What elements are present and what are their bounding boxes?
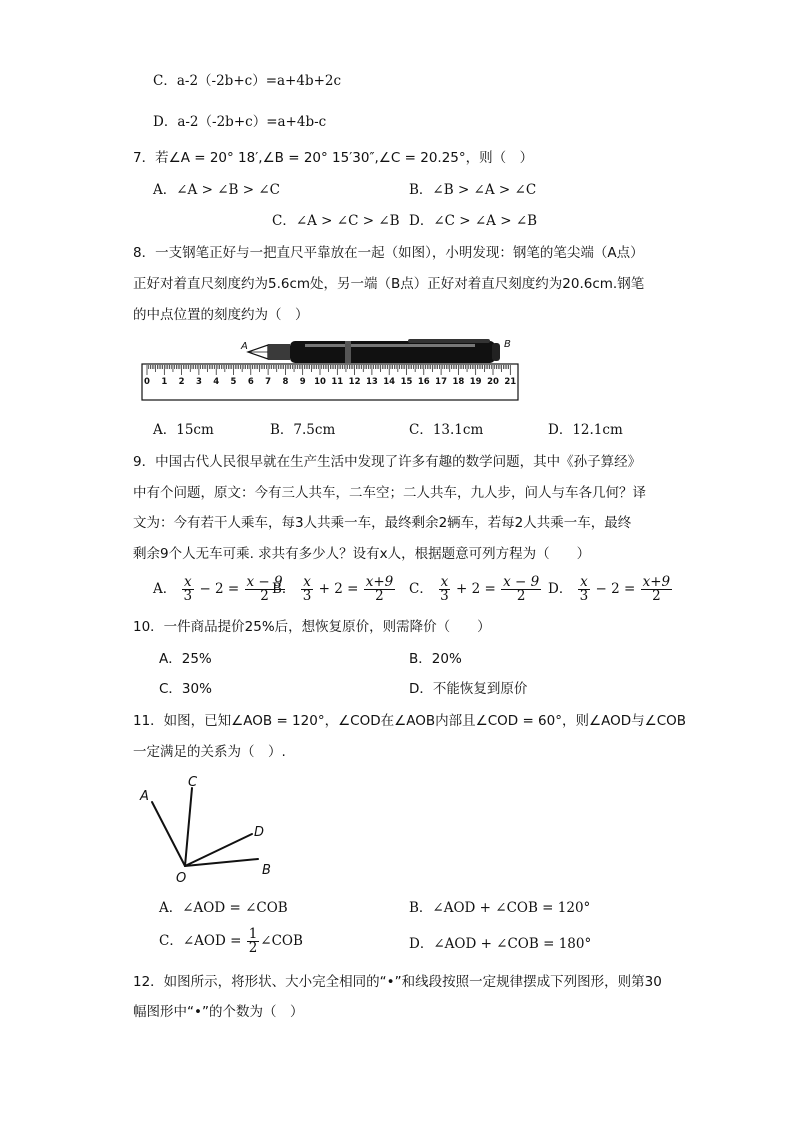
ruler-number: 9 [299, 377, 306, 387]
q9-a-label: A． [153, 581, 177, 597]
ruler-number: 8 [282, 377, 289, 387]
ruler-number: 19 [469, 377, 482, 387]
ruler-number: 13 [365, 377, 378, 387]
q6-option-c: C．a-2（-2b+c）=a+4b+2c [153, 73, 342, 89]
point-label-c: C [188, 775, 198, 790]
pen-label-b: B [504, 339, 511, 350]
ruler-number: 1 [161, 377, 168, 387]
ray-oc [185, 788, 192, 866]
pen-label-a: A [241, 341, 248, 352]
point-label-a: A [140, 789, 149, 804]
q9-d-lhs-fraction: $\frac{x}{3}$ [579, 574, 589, 604]
ruler-number: 6 [247, 377, 254, 387]
q10-option-a: A．25% [159, 651, 212, 667]
q9-b-lhs-fraction: $\frac{x}{3}$ [302, 574, 312, 604]
q6-option-d: D．a-2（-2b+c）=a+4b-c [153, 114, 327, 130]
point-label-o: O [176, 871, 187, 884]
ruler-number: 3 [195, 377, 202, 387]
q11-option-c [159, 928, 303, 955]
q9-stem-line3: 文为：今有若干人乘车，每3人共乘一车，最终剩余2辆车，若每2人共乘一车，最终 [133, 515, 632, 531]
pen-ruler-figure [140, 334, 520, 404]
q9-c-lhs-fraction: $\frac{x}{3}$ [440, 574, 449, 604]
q12-stem-line2: 幅图形中“•”的个数为（ ） [133, 1004, 304, 1020]
angle-diagram [130, 772, 280, 884]
point-label-b: B [262, 863, 271, 878]
q9-option-c [409, 576, 542, 603]
q8-stem-line3: 的中点位置的刻度约为（ ） [133, 307, 309, 323]
q9-stem-line4: 剩余9个人无车可乘. 求共有多少人？设有x人，根据题意可列方程为（ ） [133, 546, 591, 562]
ray-oa [152, 802, 185, 866]
q9-stem-line2: 中有个问题，原文：今有三人共车，二车空；二人共车，九人步，问人与车各几何？译 [133, 485, 646, 501]
q10-option-b: B．20% [409, 651, 462, 667]
q9-a-mid: − 2 = [199, 581, 240, 597]
q12-stem-line1: 12．如图所示，将形状、大小完全相同的“•”和线段按照一定规律摆成下列图形，则第30 [133, 974, 662, 990]
q8-stem-line2: 正好对着直尺刻度约为5.6cm处，另一端（B点）正好对着直尺刻度约为20.6cm.钢笔 [133, 276, 645, 292]
q7-option-b: B．∠B > ∠A > ∠C [409, 182, 537, 198]
q9-a-lhs-fraction: $\frac{x}{3}$ [183, 574, 193, 604]
q8-option-c: C．13.1cm [409, 422, 484, 438]
q9-option-d [548, 576, 673, 603]
q9-option-b [272, 576, 396, 603]
q7-option-c: C．∠A > ∠C > ∠B [272, 213, 400, 229]
q8-stem-line1: 8．一支钢笔正好与一把直尺平靠放在一起（如图），小明发现：钢笔的笔尖端（A点） [133, 245, 644, 261]
ruler-number: 17 [435, 377, 448, 387]
q7-option-d: D．∠C > ∠A > ∠B [409, 213, 538, 229]
q10-option-c: C．30% [159, 681, 212, 697]
q9-d-mid: − 2 = [595, 581, 636, 597]
q10-stem: 10．一件商品提价25%后，想恢复原价，则需降价（ ） [133, 619, 491, 635]
q11-option-a: A．∠AOD = ∠COB [159, 900, 288, 916]
q9-b-rhs-fraction: $\frac{x+9}{2}$ [365, 574, 394, 604]
ruler-number: 4 [213, 377, 220, 387]
q9-c-mid: + 2 = [456, 581, 496, 597]
q11-c-pre: C．∠AOD = [159, 933, 242, 949]
q11-option-d: D．∠AOD + ∠COB = 180° [409, 936, 592, 952]
ruler-number: 5 [230, 377, 237, 387]
q9-option-a [153, 576, 286, 603]
q9-stem-line1: 9．中国古代人民很早就在生产生活中发现了许多有趣的数学问题，其中《孙子算经》 [133, 454, 642, 470]
ruler-number: 15 [400, 377, 413, 387]
q11-option-b: B．∠AOD + ∠COB = 120° [409, 900, 591, 916]
q9-d-rhs-fraction: $\frac{x+9}{2}$ [642, 574, 671, 604]
q8-option-b: B．7.5cm [270, 422, 336, 438]
q8-option-d: D．12.1cm [548, 422, 623, 438]
q9-c-label: C． [409, 581, 433, 597]
ruler-number: 14 [383, 377, 396, 387]
point-label-d: D [254, 825, 265, 840]
q7-stem: 7．若∠A = 20° 18′,∠B = 20° 15′30″,∠C = 20.25°，则（ ） [133, 150, 534, 166]
ruler-number: 7 [265, 377, 272, 387]
q10-option-d: D．不能恢复到原价 [409, 681, 528, 697]
ruler-number: 20 [487, 377, 499, 387]
ruler-number: 11 [331, 377, 344, 387]
q9-c-rhs-fraction: $\frac{x - 9}{2}$ [503, 574, 540, 604]
pen-image [248, 339, 500, 363]
q8-option-a: A．15cm [153, 422, 214, 438]
q9-a-rhs-fraction: $\frac{x - 9}{2}$ [246, 574, 283, 604]
q9-b-mid: + 2 = [318, 581, 359, 597]
q11-stem-line1: 11．如图，已知∠AOB = 120°，∠COD在∠AOB内部且∠COD = 60°，则∠AOD与∠COB [133, 713, 687, 729]
ruler-number: 0 [144, 377, 150, 387]
q9-b-label: B． [272, 581, 296, 597]
ruler-number: 21 [504, 377, 517, 387]
ruler-number: 2 [178, 377, 185, 387]
q7-option-a: A．∠A > ∠B > ∠C [153, 182, 280, 198]
q9-d-label: D． [548, 581, 573, 597]
q11-c-post: ∠COB [260, 933, 303, 949]
ruler-number: 18 [452, 377, 465, 387]
q11-c-fraction: $\frac{1}{2}$ [248, 926, 258, 956]
ruler-number: 16 [417, 377, 430, 387]
q11-stem-line2: 一定满足的关系为（ ）. [133, 744, 286, 760]
ruler-number: 10 [314, 377, 326, 387]
ruler-number: 12 [348, 377, 361, 387]
